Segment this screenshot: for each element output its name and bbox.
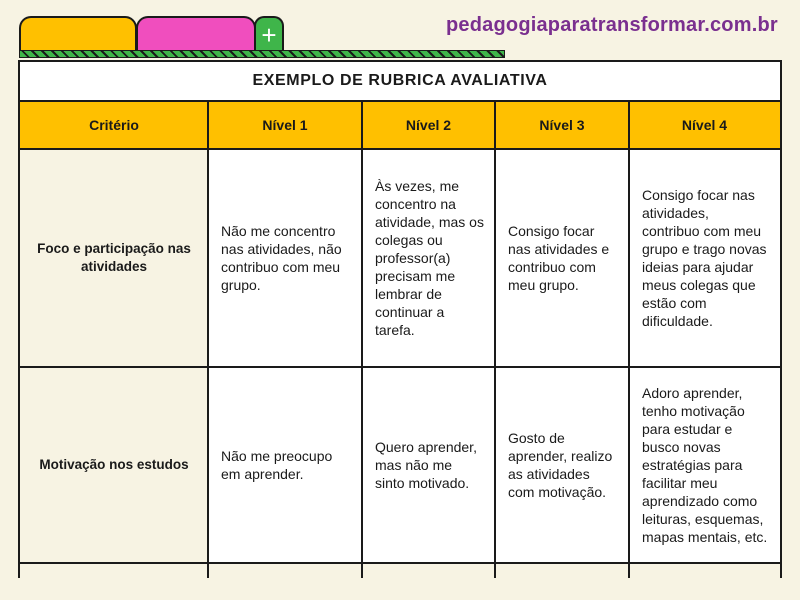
plus-icon: + [261, 20, 277, 50]
header-row [20, 102, 780, 150]
level-cell: Gosto de aprender, realizo as atividades com motivação. [508, 430, 613, 500]
level-cell: Às vezes, me concentro na atividade, mas os colegas ou professor(a) precisam me lembrar de continuar a tarefa. [375, 178, 484, 338]
column-divider [207, 102, 209, 578]
column-divider [361, 102, 363, 578]
striped-band [19, 50, 505, 58]
header-nivel-3: Nível 3 [539, 117, 585, 133]
level-cell: Consigo focar nas atividades, contribuo com meu grupo e trago novas ideias para ajudar meus colegas que estão com dificuldade. [642, 187, 767, 329]
table-title: EXEMPLO DE RUBRICA AVALIATIVA [20, 62, 780, 102]
level-cell: Consigo focar nas atividades e contribuo com meu grupo. [508, 223, 610, 293]
level-cell: Não me preocupo em aprender. [221, 448, 333, 482]
criterion-cell: Motivação nos estudos [20, 368, 208, 562]
folder-tab-add [254, 16, 284, 52]
level-cell: Quero aprender, mas não me sinto motivado. [375, 439, 477, 491]
site-url: pedagogiaparatransformar.com.br [446, 14, 778, 36]
column-divider [628, 102, 630, 578]
header-nivel-2: Nível 2 [405, 117, 452, 133]
table-row [20, 368, 780, 564]
criterion-cell: Foco e participação nas atividades [20, 150, 208, 366]
header-nivel-1: Nível 1 [262, 117, 308, 133]
level-cell: Adoro aprender, tenho motivação para estudar e busco novas estratégias para facilitar meu aprendizado como leituras, esquemas, mapas mentais, etc. [642, 385, 768, 545]
column-divider [494, 102, 496, 578]
folder-tab-yellow [19, 16, 137, 52]
table-row [20, 150, 780, 368]
level-cell: Não me concentro nas atividades, não contribuo com meu grupo. [221, 223, 342, 293]
folder-tab-pink [136, 16, 256, 52]
empty-footer-row [20, 564, 780, 578]
rubric-table [18, 60, 782, 578]
header-criterio: Critério [89, 117, 139, 133]
header-nivel-4: Nível 4 [681, 117, 728, 133]
